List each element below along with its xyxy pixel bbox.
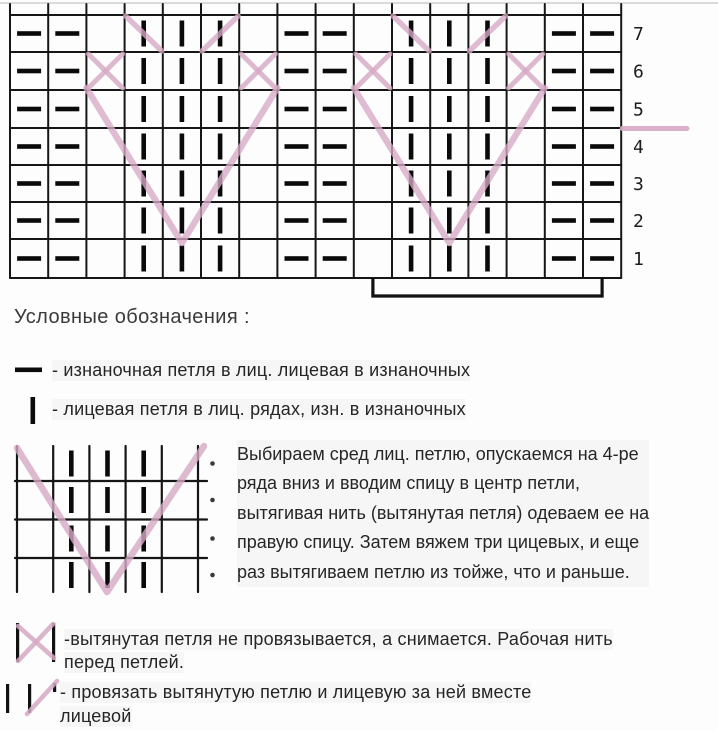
purl-stitch-symbol [590,218,614,223]
knit-loop-together-symbol [0,670,66,720]
purl-stitch-symbol [285,144,309,149]
row-dot-marker [210,536,215,541]
knit-stitch-symbol [447,171,452,197]
knit-stitch-symbol [69,451,74,477]
knit-stitch-symbol [218,134,223,160]
purl-stitch-symbol [590,69,614,74]
slipped-elongated-loop-symbol [8,616,66,670]
knit-stitch-symbol [69,487,74,513]
purl-stitch-symbol [552,31,576,36]
row-dot-marker [210,461,215,466]
knit-stitch-symbol [485,134,490,160]
knit-stitch-symbol [105,526,110,552]
technique-note [237,440,649,587]
purl-stitch-symbol [323,144,347,149]
knit-stitch-symbol [141,451,146,477]
knit-stitch-symbol [141,208,146,234]
knit-stitch-symbol [409,208,414,234]
purl-dash-symbol [13,363,49,377]
knit-stitch-symbol [447,134,452,160]
purl-stitch-symbol [323,69,347,74]
technique-note-line: правую спицу. Затем вяжем три цицевых, и еще [237,528,649,557]
row-number-label: 1 [633,249,644,270]
knit-bar-symbol [25,395,39,427]
purl-stitch-symbol [17,256,41,261]
knit-stitch-symbol [180,246,185,272]
knit-stitch-symbol [180,58,185,84]
knit-stitch-symbol [447,21,452,47]
purl-stitch-symbol [285,256,309,261]
knit-stitch-symbol [447,246,452,272]
knit-stitch-symbol [180,171,185,197]
knit-stitch-symbol [447,208,452,234]
purl-stitch-symbol [55,181,79,186]
purl-stitch-symbol [552,144,576,149]
purl-stitch-symbol [55,256,79,261]
knit-stitch-symbol [409,246,414,272]
purl-stitch-symbol [55,218,79,223]
row-number-label: 7 [633,24,644,45]
knit-stitch-symbol [141,58,146,84]
legend-item-slip-text-line1: -вытянутая петля не провязывается, а снимается. Рабочая нить [64,629,613,649]
main-knitting-chart [0,0,718,302]
knit-stitch-symbol [218,246,223,272]
purl-stitch-symbol [285,218,309,223]
row-number-label: 4 [633,137,644,158]
knit-stitch-symbol [141,562,146,588]
knit-stitch-symbol [141,487,146,513]
knit-stitch-symbol [485,246,490,272]
knit-stitch-symbol [409,96,414,122]
purl-stitch-symbol [17,218,41,223]
purl-stitch-symbol [55,31,79,36]
purl-stitch-symbol [17,144,41,149]
mini-chart [0,438,232,606]
knit-stitch-symbol [180,21,185,47]
row-number-label: 6 [633,61,644,83]
legend-item-purl-text: - изнаночная петля в лиц. лицевая в изнаночных [52,360,471,380]
purl-stitch-symbol [590,181,614,186]
technique-note-line: Выбираем сред лиц. петлю, опускаемся на 4-ре [237,440,649,469]
knit-stitch-symbol [180,208,185,234]
purl-stitch-symbol [552,218,576,223]
knit-stitch-symbol [409,134,414,160]
purl-stitch-symbol [17,107,41,112]
knit-stitch-symbol [180,134,185,160]
purl-stitch-symbol [552,107,576,112]
knit-stitch-symbol [218,208,223,234]
purl-stitch-symbol [590,107,614,112]
purl-stitch-symbol [17,31,41,36]
row-dot-marker [210,573,215,578]
purl-stitch-symbol [590,144,614,149]
knit-stitch-symbol [447,58,452,84]
purl-stitch-symbol [285,181,309,186]
purl-stitch-symbol [55,107,79,112]
knit-stitch-symbol [485,208,490,234]
repeat-bracket [373,279,602,297]
knit-stitch-symbol [218,58,223,84]
row-number-label: 2 [633,211,644,232]
purl-stitch-symbol [55,144,79,149]
legend-heading: Условные обозначения : [14,306,250,328]
knit-stitch-symbol [141,246,146,272]
purl-stitch-symbol [17,69,41,74]
legend-item-knit-text: - лицевая петля в лиц. рядах, изн. в изнаночных [52,399,466,419]
knit-stitch-symbol [69,562,74,588]
purl-stitch-symbol [55,69,79,74]
technique-note-line: раз вытягиваем петлю из тойже, что и раньше. [237,558,649,587]
purl-stitch-symbol [17,181,41,186]
purl-stitch-symbol [323,107,347,112]
knit-stitch-symbol [141,96,146,122]
purl-stitch-symbol [552,256,576,261]
knit-stitch-symbol [105,487,110,513]
legend-item-together-text-line1: - провязать вытянутую петлю и лицевую за ней вместе [60,682,532,702]
legend-item-together-text-line2: лицевой [60,706,132,726]
purl-stitch-symbol [590,31,614,36]
purl-stitch-symbol [552,69,576,74]
knit-stitch-symbol [180,96,185,122]
technique-note-line: вытягивая нить (вытянутая петля) одеваем ее на [237,499,649,528]
row-number-label: 5 [633,99,644,121]
purl-stitch-symbol [285,107,309,112]
purl-stitch-symbol [323,218,347,223]
knit-stitch-symbol [485,96,490,122]
purl-stitch-symbol [323,181,347,186]
knit-stitch-symbol [409,58,414,84]
purl-stitch-symbol [285,69,309,74]
knit-stitch-symbol [141,134,146,160]
knit-stitch-symbol [218,96,223,122]
purl-stitch-symbol [552,181,576,186]
knit-stitch-symbol [105,451,110,477]
purl-stitch-symbol [285,31,309,36]
row-number-label: 3 [633,174,644,195]
purl-stitch-symbol [323,256,347,261]
knit-stitch-symbol [485,58,490,84]
row-dot-marker [210,498,215,503]
purl-stitch-symbol [323,31,347,36]
knit-stitch-symbol [447,96,452,122]
technique-note-line: ряда вниз и вводим спицу в центр петли, [237,469,649,498]
purl-stitch-symbol [590,256,614,261]
legend-item-slip-text-line2: перед петлей. [64,652,185,672]
